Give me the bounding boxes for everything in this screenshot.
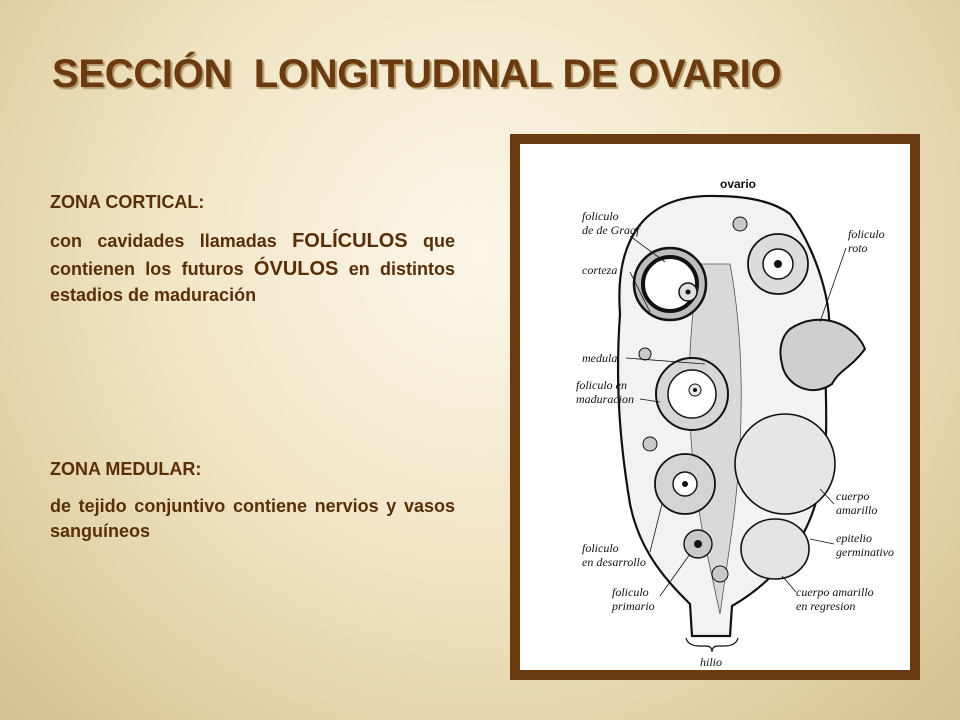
- label-desarrollo-2: en desarrollo: [582, 555, 646, 569]
- medular-zone-section: [50, 459, 455, 544]
- regressing-corpus-luteum: [741, 519, 809, 579]
- label-graaf-2: de de Graaf: [582, 223, 640, 237]
- label-regresion-2: en regresion: [796, 599, 856, 613]
- foliculos-term: FOLÍCULOS: [292, 230, 408, 252]
- cortical-heading: ZONA CORTICAL:: [50, 192, 205, 212]
- maturing-follicle: [656, 358, 728, 430]
- page-title: SECCIÓN LONGITUDINAL DE OVARIO: [52, 52, 782, 96]
- label-desarrollo-1: foliculo: [582, 541, 619, 555]
- label-corteza: corteza: [582, 263, 618, 277]
- label-cuerpo-1: cuerpo: [836, 489, 870, 503]
- developing-follicle: [655, 454, 715, 514]
- corpus-luteum: [735, 414, 835, 514]
- cortical-text-1: con cavidades llamadas: [50, 231, 277, 251]
- cortical-text-3: en distintos estadios de maduración: [50, 259, 455, 305]
- label-primario-1: foliculo: [612, 585, 649, 599]
- medular-heading: ZONA MEDULAR:: [50, 459, 202, 479]
- label-primario-2: primario: [612, 599, 655, 613]
- label-roto-1: foliculo: [848, 227, 885, 241]
- cortical-text-2: que contienen los futuros: [50, 231, 455, 279]
- ruptured-follicle: [780, 320, 865, 390]
- ovary-illustration: [520, 144, 910, 670]
- label-epitelio-1: epitelio: [836, 531, 872, 545]
- label-maduracion-1: foliculo en: [576, 378, 627, 392]
- label-epitelio-2: germinativo: [836, 545, 894, 559]
- follicle-upper-right: [748, 234, 808, 294]
- label-medula: medula: [582, 351, 618, 365]
- diagram-title: ovario: [720, 177, 757, 191]
- label-regresion-1: cuerpo amarillo: [796, 585, 874, 599]
- medular-description: de tejido conjuntivo contiene nervios y vasos sanguíneos: [50, 496, 455, 542]
- hilio-brace: [686, 638, 738, 652]
- label-cuerpo-2: amarillo: [836, 503, 878, 517]
- graafian-follicle: [634, 248, 706, 320]
- ovulos-term: ÓVULOS: [253, 258, 339, 280]
- ovary-illustration-frame: [510, 134, 920, 680]
- label-graaf-1: foliculo: [582, 209, 619, 223]
- cortical-zone-section: [50, 192, 455, 308]
- label-hilio: hilio: [700, 655, 723, 669]
- cortical-description: [50, 227, 455, 308]
- label-roto-2: roto: [848, 241, 868, 255]
- label-maduracion-2: maduracion: [576, 392, 634, 406]
- ovary-diagram: [520, 144, 910, 670]
